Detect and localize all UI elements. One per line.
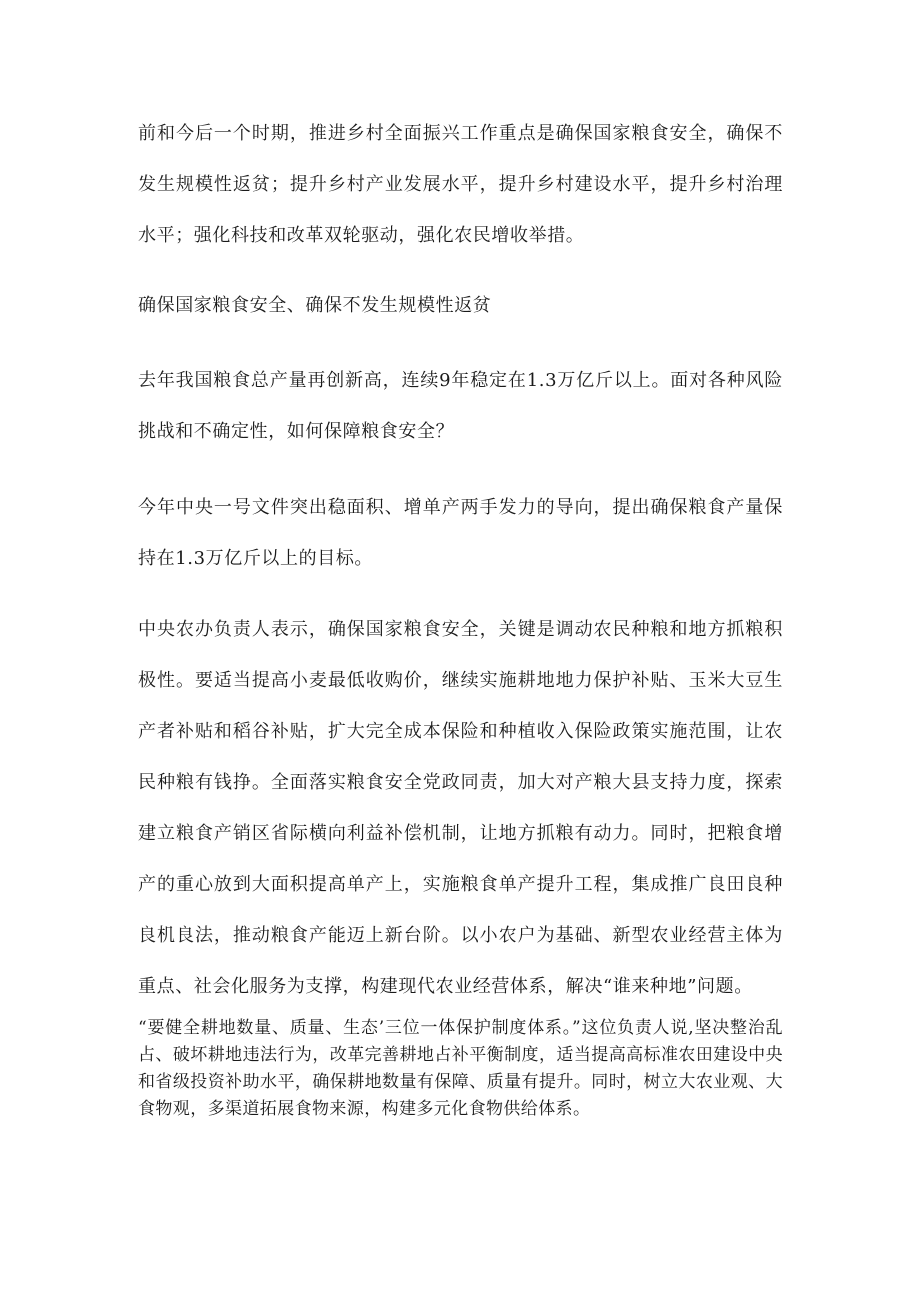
- paragraph-farmland-protection: “要健全耕地数量、质量、生态’三位一体保护制度体系。”这位负责人说,坚决整治乱占、破坏耕地违法行为，改革完善耕地占补平衡制度，适当提高高标准农田建设中央和省级投资补助水平，确保耕地数量有保障、质量有提升。同时，树立大农业观、大食物观，多渠道拓展食物来源，构建多元化食物供给体系。: [138, 1018, 783, 1119]
- paragraph-intro: 前和今后一个时期，推进乡村全面振兴工作重点是确保国家粮食安全，确保不发生规模性返贫；提升乡村产业发展水平，提升乡村建设水平，提升乡村治理水平；强化科技和改革双轮驱动，强化农民增收举措。: [138, 123, 783, 246]
- paragraph-grain-output: 去年我国粮食总产量再创新高，连续9年稳定在1.3万亿斤以上。面对各种风险挑战和不确定性，如何保障粮食安全？: [138, 370, 783, 442]
- section-heading: 确保国家粮食安全、确保不发生规模性返贫: [138, 295, 492, 316]
- paragraph-document-goal: 今年中央一号文件突出稳面积、增单产两手发力的导向，提出确保粮食产量保持在1.3万亿斤以上的目标。: [138, 497, 783, 569]
- paragraph-official-statement: 中央农办负责人表示，确保国家粮食安全，关键是调动农民种粮和地方抓粮积极性。要适当提高小麦最低收购价，继续实施耕地地力保护补贴、玉米大豆生产者补贴和稻谷补贴，扩大完全成本保险和种植收入保险政策实施范围，让农民种粮有钱挣。全面落实粮食安全党政同责，加大对产粮大县支持力度，探索建立粮食产销区省际横向利益补偿机制，让地方抓粮有动力。同时，把粮食增产的重心放到大面积提高单产上，实施粮食单产提升工程，集成推广良田良种良机良法，推动粮食产能迈上新台阶。以小农户为基础、新型农业经营主体为重点、社会化服务为支撑，构建现代农业经营体系，解决“谁来种地”问题。: [138, 619, 783, 997]
